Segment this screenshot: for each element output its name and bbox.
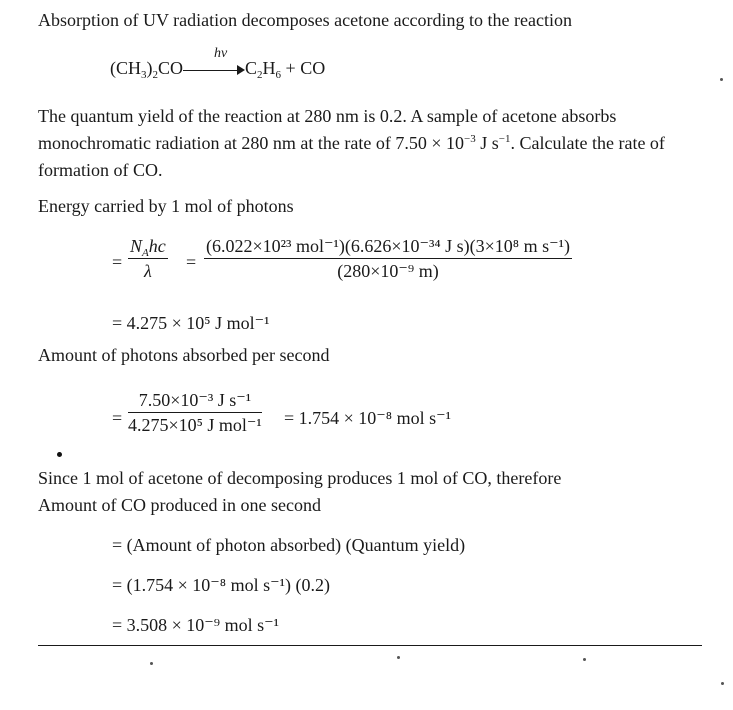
reactant-close: ) bbox=[146, 58, 153, 78]
product-1-mid: H bbox=[262, 58, 276, 78]
scan-speck bbox=[721, 682, 724, 685]
reactant-sub-1: 3 bbox=[141, 69, 147, 81]
problem-line-4: formation of CO. bbox=[38, 160, 163, 180]
eq1-equals: = bbox=[112, 252, 123, 272]
energy-heading: Energy carried by 1 mol of photons bbox=[38, 196, 294, 216]
problem-line-3 bbox=[38, 133, 665, 154]
bottom-rule bbox=[38, 645, 702, 646]
problem-line-1: Absorption of UV radiation decomposes acetone according to the reaction bbox=[38, 10, 572, 30]
reactant-part: (CH bbox=[110, 58, 141, 78]
step-3: = 3.508 × 10⁻⁹ mol s⁻¹ bbox=[112, 615, 279, 635]
eq2-numerator: 7.50×10⁻³ J s⁻¹ bbox=[128, 390, 262, 413]
eq1-left-fraction bbox=[128, 236, 168, 282]
reactant-sub-2: 2 bbox=[152, 69, 158, 81]
eq2-equals: = bbox=[112, 408, 123, 428]
product-1-part: C bbox=[245, 58, 258, 78]
step-1: = (Amount of photon absorbed) (Quantum yield) bbox=[112, 535, 466, 555]
product-1-sub-1: 2 bbox=[257, 69, 263, 81]
eq1-left-denominator: λ bbox=[143, 261, 152, 281]
eq2-fraction bbox=[128, 390, 262, 436]
line-3-pre: monochromatic radiation at 280 nm at the rate of 7.50 × 10 bbox=[38, 133, 465, 153]
line-3-exp-2: −1 bbox=[498, 133, 511, 145]
scan-speck bbox=[720, 78, 723, 81]
since-line: Since 1 mol of acetone of decomposing produces 1 mol of CO, therefore bbox=[38, 468, 562, 488]
co-heading: Amount of CO produced in one second bbox=[38, 495, 321, 515]
eq1-equals-2: = bbox=[186, 252, 197, 272]
step-2: = (1.754 × 10⁻⁸ mol s⁻¹) (0.2) bbox=[112, 575, 330, 595]
product-1-sub-2: 6 bbox=[275, 69, 282, 81]
product-2: CO bbox=[300, 58, 326, 78]
eq1-right-fraction bbox=[204, 236, 572, 282]
reactant-end: CO bbox=[158, 58, 184, 78]
line-3-post: . Calculate the rate of bbox=[510, 133, 665, 153]
arrow-label: hν bbox=[214, 46, 228, 61]
scan-speck bbox=[583, 658, 586, 661]
line-3-exp-1: −3 bbox=[464, 133, 476, 145]
line-3-mid: J s bbox=[475, 133, 499, 153]
eq1-right-numerator: (6.022×10²³ mol⁻¹)(6.626×10⁻³⁴ J s)(3×10⁸ m s⁻¹) bbox=[204, 236, 572, 259]
photons-heading: Amount of photons absorbed per second bbox=[38, 345, 330, 365]
scan-speck bbox=[397, 656, 400, 659]
problem-line-2: The quantum yield of the reaction at 280 nm is 0.2. A sample of acetone absorbs bbox=[38, 106, 617, 126]
eq2-result: = 1.754 × 10⁻⁸ mol s⁻¹ bbox=[284, 408, 451, 428]
eq1-result: = 4.275 × 10⁵ J mol⁻¹ bbox=[112, 313, 270, 333]
scan-speck bbox=[57, 452, 62, 457]
eq1-right-denominator: (280×10⁻⁹ m) bbox=[337, 261, 439, 281]
reaction-plus: + bbox=[281, 58, 301, 78]
eq2-denominator: 4.275×10⁵ J mol⁻¹ bbox=[128, 415, 262, 435]
scan-speck bbox=[150, 662, 153, 665]
reaction-arrow-icon bbox=[183, 63, 245, 77]
eq1-left-numerator: $N_Ahc$ bbox=[130, 236, 166, 259]
